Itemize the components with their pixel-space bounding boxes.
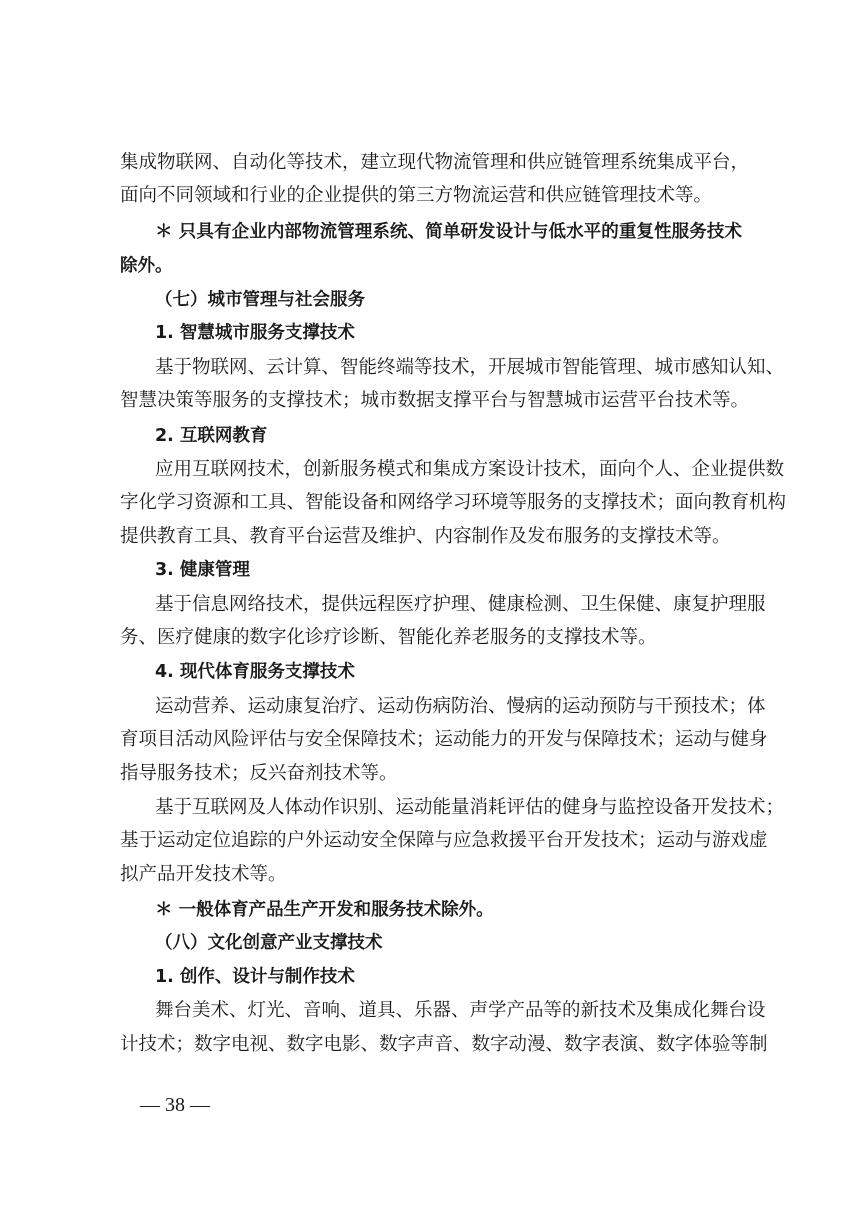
section-heading: （七）城市管理与社会服务 xyxy=(155,290,365,310)
item-heading: 1. 智慧城市服务支撑技术 xyxy=(155,323,355,343)
paragraph-line: 字化学习资源和工具、智能设备和网络学习环境等服务的支撑技术；面向教育机构 xyxy=(120,492,787,513)
paragraph-line: 运动营养、运动康复治疗、运动伤病防治、慢病的运动预防与干预技术；体 xyxy=(155,696,766,717)
paragraph-line: 育项目活动风险评估与安全保障技术；运动能力的开发与保障技术；运动与健身 xyxy=(120,729,768,750)
paragraph-line: 集成物联网、自动化等技术，建立现代物流管理和供应链管理系统集成平台， xyxy=(120,152,750,173)
paragraph-line: 基于互联网及人体动作识别、运动能量消耗评估的健身与监控设备开发技术； xyxy=(155,797,785,818)
paragraph-line: 基于运动定位追踪的户外运动安全保障与应急救援平台开发技术；运动与游戏虚 xyxy=(120,830,768,851)
exclusion-note: ＊ 只具有企业内部物流管理系统、简单研发设计与低水平的重复性服务技术 xyxy=(155,222,742,242)
paragraph-line: 基于物联网、云计算、智能终端等技术，开展城市智能管理、城市感知认知、 xyxy=(155,357,785,378)
paragraph-line: 舞台美术、灯光、音响、道具、乐器、声学产品等的新技术及集成化舞台设 xyxy=(155,1000,766,1021)
paragraph-line: 务、医疗健康的数字化诊疗诊断、智能化养老服务的支撑技术等。 xyxy=(120,627,657,648)
exclusion-note: ＊ 一般体育产品生产开发和服务技术除外。 xyxy=(155,900,494,920)
item-heading: 4. 现代体育服务支撑技术 xyxy=(155,662,355,682)
paragraph-line: 应用互联网技术，创新服务模式和集成方案设计技术，面向个人、企业提供数 xyxy=(155,459,785,480)
paragraph-line: 基于信息网络技术，提供远程医疗护理、健康检测、卫生保健、康复护理服 xyxy=(155,594,766,615)
section-heading: （八）文化创意产业支撑技术 xyxy=(155,933,383,953)
paragraph-line: 指导服务技术；反兴奋剂技术等。 xyxy=(120,763,398,784)
item-heading: 2. 互联网教育 xyxy=(155,426,268,446)
paragraph-line: 智慧决策等服务的支撑技术；城市数据支撑平台与智慧城市运营平台技术等。 xyxy=(120,390,750,411)
paragraph-line: 计技术；数字电视、数字电影、数字声音、数字动漫、数字表演、数字体验等制 xyxy=(120,1034,768,1055)
item-heading: 3. 健康管理 xyxy=(155,560,250,580)
item-heading: 1. 创作、设计与制作技术 xyxy=(155,967,355,987)
paragraph-line: 提供教育工具、教育平台运营及维护、内容制作及发布服务的支撑技术等。 xyxy=(120,526,731,547)
paragraph-line: 面向不同领域和行业的企业提供的第三方物流运营和供应链管理技术等。 xyxy=(120,185,713,206)
exclusion-note: 除外。 xyxy=(120,256,173,276)
page-number: — 38 — xyxy=(140,1094,210,1116)
paragraph-line: 拟产品开发技术等。 xyxy=(120,864,287,885)
